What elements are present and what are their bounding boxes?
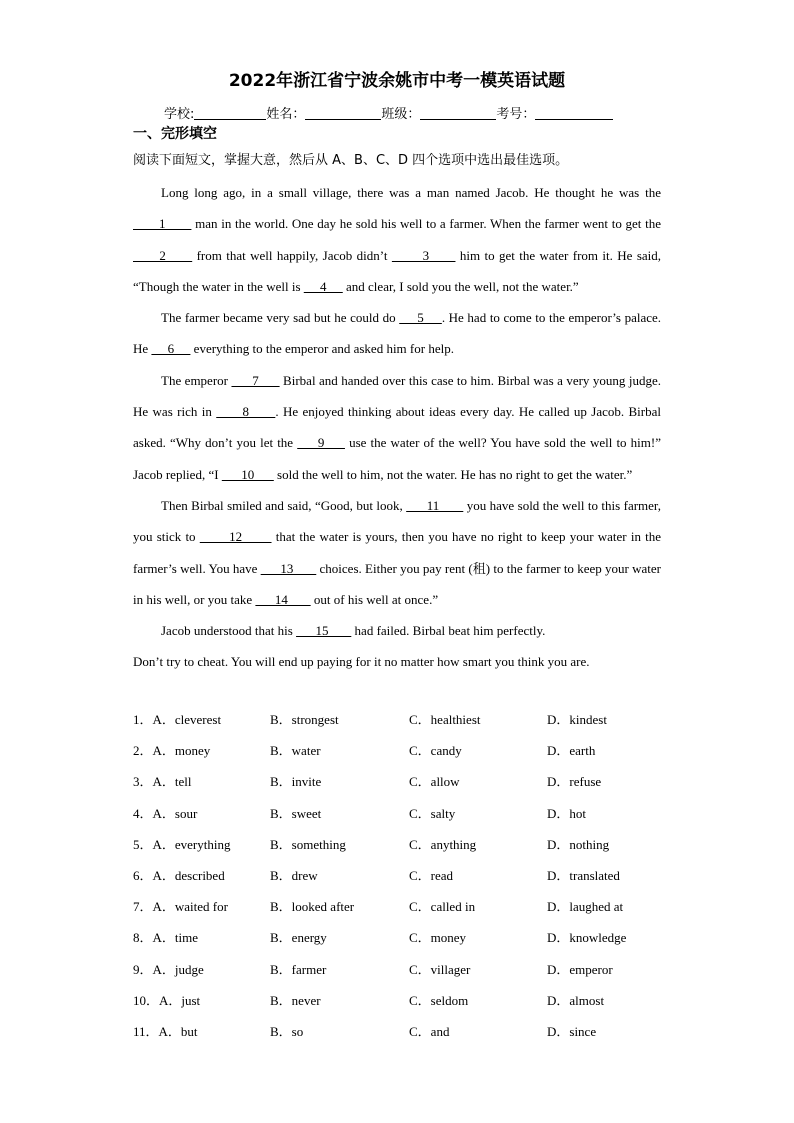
option-b[interactable]: B．drew [270, 867, 318, 883]
blank-1: 1 [133, 216, 192, 232]
option-a[interactable]: 3．A．tell [133, 774, 192, 790]
option-c[interactable]: C．villager [409, 961, 471, 977]
passage-text: Long long ago, in a small village, there was a man named Jacob. He thought he was the [161, 185, 661, 200]
option-c[interactable]: C．salty [409, 805, 456, 821]
option-c[interactable]: C．read [409, 867, 454, 883]
option-c[interactable]: C．and [409, 1023, 450, 1039]
passage-text: and clear, I sold you the well, not the water.” [342, 278, 579, 294]
option-d[interactable]: D．nothing [547, 836, 610, 852]
answer-options [133, 709, 693, 1052]
option-b[interactable]: B．so [270, 1023, 304, 1039]
blank-4: 4 [303, 278, 343, 294]
cloze-passage [133, 177, 661, 678]
option-d[interactable]: D．translated [547, 867, 620, 883]
name-label: 姓名： [266, 107, 306, 122]
passage-text: . He had to come to the emperor’s palace. He [133, 310, 662, 357]
name-field[interactable] [305, 106, 381, 120]
exam-no-label: 考号： [496, 107, 536, 122]
option-c[interactable]: C．anything [409, 836, 477, 852]
section-heading: 一、完形填空 [133, 126, 217, 142]
blank-3: 3 [391, 247, 456, 263]
option-d[interactable]: D．laughed at [547, 899, 624, 915]
option-a[interactable]: 7．A．waited for [133, 899, 228, 915]
passage-text: Birbal and handed over this case to him. Birbal was a very young judge. He was rich in [133, 372, 662, 420]
question-row [133, 959, 693, 990]
option-c[interactable]: C．seldom [409, 992, 469, 1008]
option-d[interactable]: D．almost [547, 992, 605, 1008]
passage-text: out of his well at once.” [310, 591, 439, 607]
question-row [133, 740, 693, 771]
option-d[interactable]: D．refuse [547, 774, 602, 790]
passage-text: from that well happily, Jacob didn’t [192, 247, 392, 263]
passage-text: The farmer became very sad but he could do [161, 310, 400, 326]
student-info-row [164, 103, 613, 122]
school-field[interactable] [194, 106, 266, 120]
passage-text: Then Birbal smiled and said, “Good, but look, [161, 497, 407, 513]
option-d[interactable]: D．since [547, 1023, 597, 1039]
passage-text: choices. Either you pay rent (租) to the farmer to keep your water in his well, or you take [133, 560, 661, 607]
passage-paragraph-2 [133, 302, 661, 365]
question-row [133, 803, 693, 834]
blank-8: 8 [216, 404, 276, 420]
option-b[interactable]: B．energy [270, 930, 327, 946]
passage-text: had failed. Birbal beat him perfectly. [351, 623, 546, 639]
passage-paragraph-5 [133, 615, 661, 646]
passage-text: man in the world. One day he sold his well to a farmer. When the farmer went to get the [191, 216, 661, 232]
option-a[interactable]: 5．A．everything [133, 836, 231, 852]
option-b[interactable]: B．sweet [270, 805, 322, 821]
question-row [133, 771, 693, 802]
option-b[interactable]: B．farmer [270, 961, 327, 977]
passage-text: him to get the water from it. He said, “Though the water in the well is [133, 247, 662, 294]
option-a[interactable]: 2．A．money [133, 743, 211, 759]
option-a[interactable]: 11．A．but [133, 1023, 198, 1039]
passage-text: . He enjoyed thinking about ideas every day. He called up Jacob. Birbal asked. “Why don’t you let the [133, 404, 661, 451]
passage-paragraph-4 [133, 490, 661, 615]
passage-text: use the water of the well? You have sold the well to him!” Jacob replied, “I [133, 435, 661, 482]
option-a[interactable]: 1．A．cleverest [133, 712, 222, 727]
option-d[interactable]: D．hot [547, 805, 587, 821]
blank-14: 14 [255, 591, 311, 607]
blank-9: 9 [297, 435, 345, 451]
option-d[interactable]: D．earth [547, 743, 596, 759]
passage-text: Jacob understood that his [161, 623, 297, 639]
section-instruction: 阅读下面短文，掌握大意，然后从 A、B、C、D 四个选项中选出最佳选项。 [133, 153, 569, 168]
passage-text: that the water is yours, then you have no right to keep your water in the farmer’s well. You have [133, 529, 662, 576]
class-field[interactable] [420, 106, 496, 120]
page-title: 2022年浙江省宁波余姚市中考一模英语试题 [228, 71, 566, 91]
blank-11: 11 [406, 497, 464, 513]
blank-2: 2 [133, 247, 193, 263]
blank-6: 6 [151, 341, 191, 357]
blank-5: 5 [399, 310, 442, 326]
passage-text: everything to the emperor and asked him for help. [190, 341, 454, 357]
option-a[interactable]: 4．A．sour [133, 805, 198, 821]
option-b[interactable]: B．water [270, 743, 321, 759]
option-d[interactable]: D．knowledge [547, 930, 627, 946]
option-b[interactable]: B．never [270, 992, 321, 1008]
question-row [133, 709, 693, 740]
question-row [133, 865, 693, 896]
passage-paragraph-3 [133, 365, 661, 490]
question-row [133, 927, 693, 958]
passage-text: sold the well to him, not the water. He has no right to get the water.” [273, 466, 633, 482]
option-a[interactable]: 10．A．just [133, 992, 201, 1008]
option-d[interactable]: D．emperor [547, 961, 613, 977]
blank-13: 13 [260, 560, 317, 576]
option-a[interactable]: 6．A．described [133, 867, 225, 883]
passage-text: you have sold the well to this farmer, you stick to [133, 497, 661, 545]
option-b[interactable]: B．looked after [270, 899, 355, 915]
question-row [133, 990, 693, 1021]
blank-7: 7 [231, 372, 280, 388]
option-b[interactable]: B．something [270, 836, 346, 852]
option-a[interactable]: 8．A．time [133, 930, 198, 946]
passage-moral: Don’t try to cheat. You will end up paying for it no matter how smart you think you are. [133, 654, 590, 670]
blank-10: 10 [221, 466, 274, 482]
question-row [133, 896, 693, 927]
question-row [133, 1021, 693, 1052]
question-row [133, 834, 693, 865]
option-b[interactable]: B．strongest [270, 712, 339, 727]
option-b[interactable]: B．invite [270, 774, 322, 790]
option-a[interactable]: 9．A．judge [133, 961, 204, 977]
exam-no-field[interactable] [535, 106, 613, 120]
option-c[interactable]: C．allow [409, 774, 460, 790]
option-c[interactable]: C．healthiest [409, 712, 481, 727]
passage-text: The emperor [161, 372, 232, 388]
passage-paragraph-1 [133, 177, 661, 302]
blank-15: 15 [296, 623, 352, 639]
school-label: 学校: [164, 107, 195, 122]
option-d[interactable]: D．kindest [547, 712, 607, 727]
option-c[interactable]: C．candy [409, 743, 462, 759]
option-c[interactable]: C．called in [409, 899, 476, 915]
option-c[interactable]: C．money [409, 930, 467, 946]
class-label: 班级： [381, 107, 421, 122]
blank-12: 12 [199, 529, 272, 545]
